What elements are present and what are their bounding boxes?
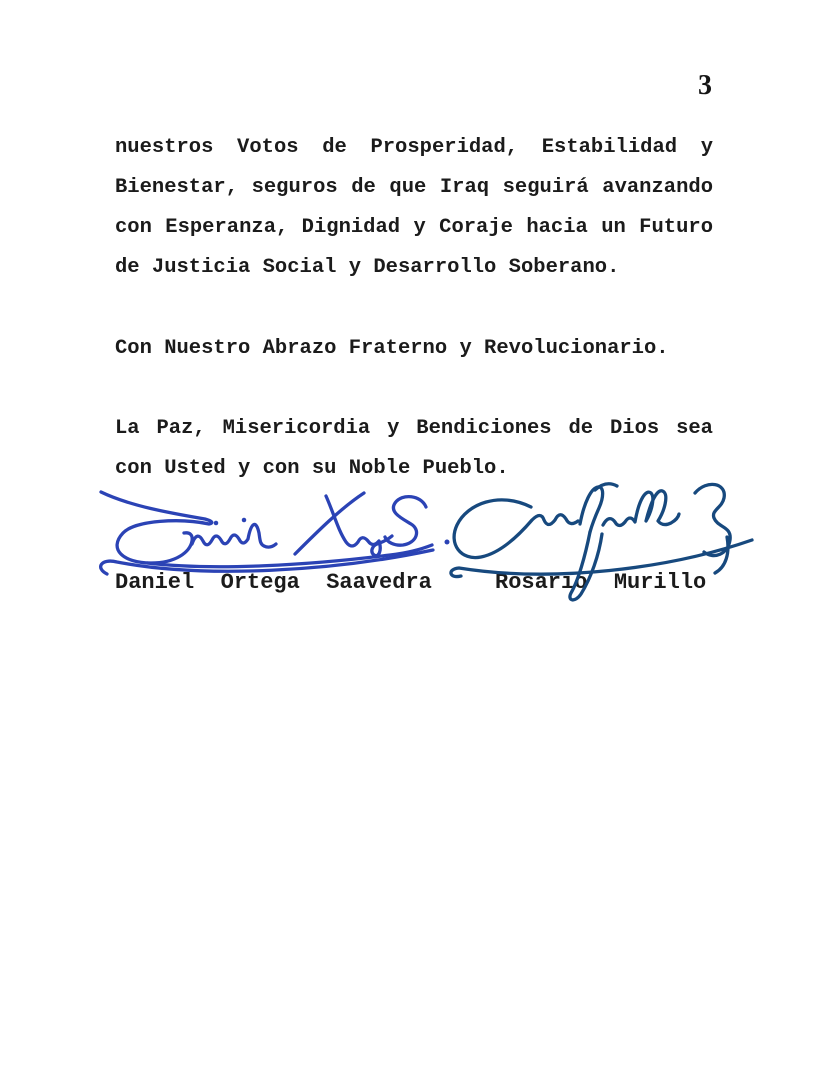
rosario-murillo-signature	[443, 477, 773, 605]
text-line: Con Nuestro Abrazo Fraterno y Revolucionario.	[115, 337, 669, 360]
text-line: nuestros Votos de Prosperidad, Estabilidad y	[115, 136, 713, 159]
text-line: La Paz, Misericordia y Bendiciones de Dios sea	[115, 417, 713, 440]
rosario-murillo-name: Rosario Murillo	[495, 570, 707, 595]
daniel-ortega-name: Daniel Ortega Saavedra	[115, 570, 432, 595]
text-line: con Esperanza, Dignidad y Coraje hacia un Futuro	[115, 216, 713, 239]
text-line: de Justicia Social y Desarrollo Soberano.	[115, 256, 620, 279]
text-line: Bienestar, seguros de que Iraq seguirá avanzando	[115, 176, 713, 199]
text-line: con Usted y con su Noble Pueblo.	[115, 457, 509, 480]
paragraph-closing-wishes	[115, 128, 713, 288]
paragraph-fraternal-embrace	[115, 329, 713, 369]
page-number: 3	[698, 70, 712, 101]
daniel-ortega-signature	[95, 486, 455, 578]
